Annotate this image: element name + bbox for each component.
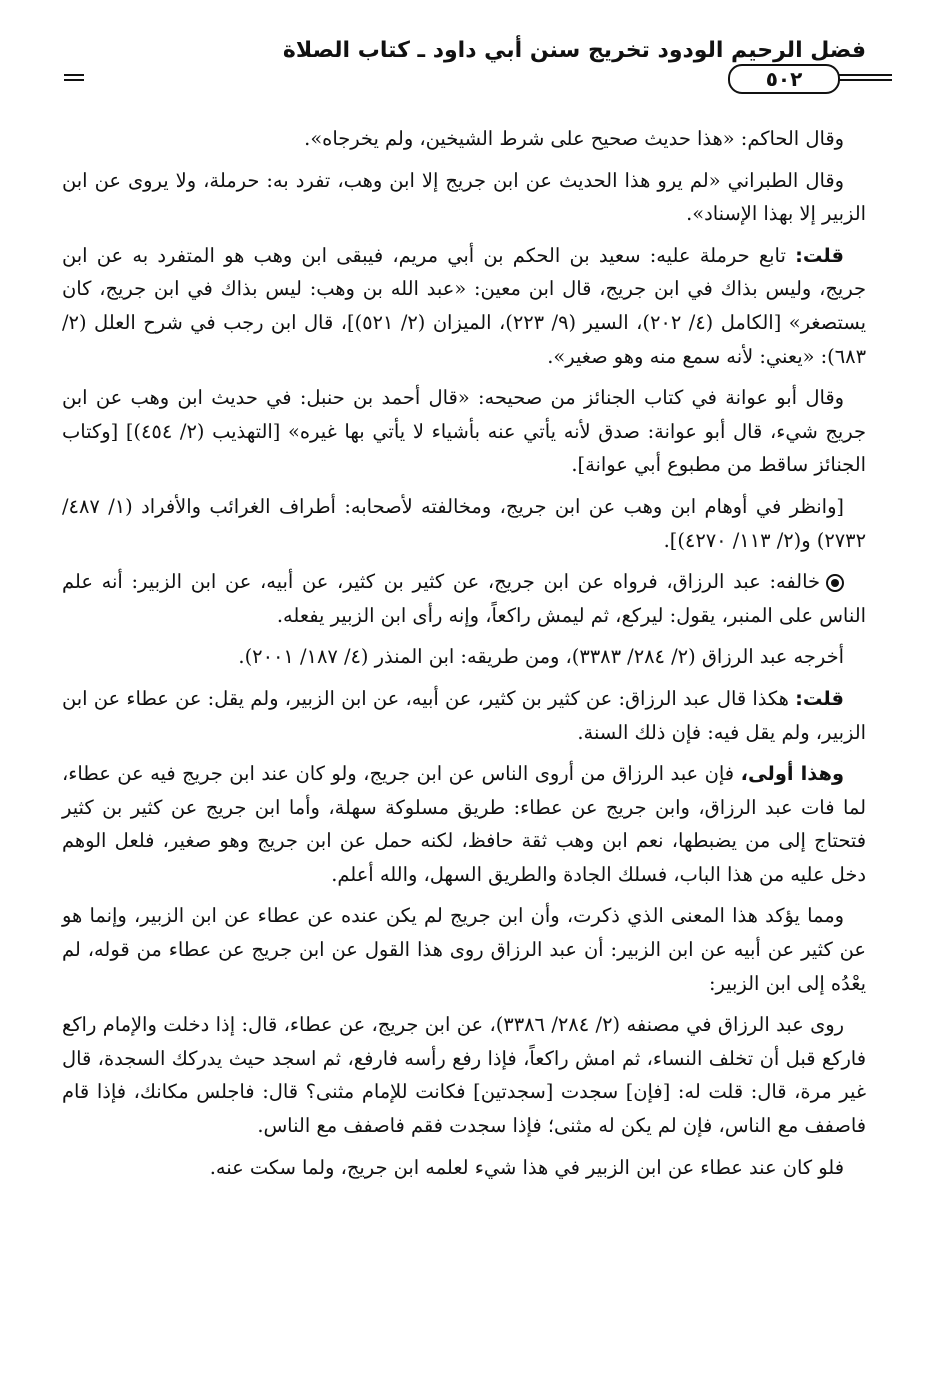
paragraph-lead: وهذا أولى، <box>740 762 844 786</box>
paragraph: وقال أبو عوانة في كتاب الجنائز من صحيحه: «قال أحمد بن حنبل: في حديث ابن وهب عن ابن جريج شيء، قال أبو عوانة: صدق لأنه يأتي عنه بأشياء لا يأتي بها غيره» [التهذيب (٢/ ٤٥٤)] [وكتاب الجنائز ساقط من مطبوع أبي عوانة]. <box>62 386 866 477</box>
body-text <box>62 122 866 1192</box>
paragraph: وهذا أولى، فإن عبد الرزاق من أروى الناس عن ابن جريج، ولو كان عند ابن جريج فيه عن عطاء، لما فات عبد الرزاق، وابن جريج عن عطاء: طريق مسلوكة سهلة، وأما ابن جريج عن كثير بن كثير فتحتاج إلى من يضبطها، نعم ابن وهب ثقة حافظ، لكنه حمل عن ابن جريج وهو صغير، فلعل الوهم دخل عليه من هذا الباب، فسلك الجادة والطريق السهل، والله أعلم. <box>62 762 866 886</box>
page-number-ornament <box>66 64 866 94</box>
paragraph: [وانظر في أوهام ابن وهب عن ابن جريج، ومخالفته لأصحابه: أطراف الغرائب والأفراد (١/ ٤٨٧/ ٢٧٣٢) و(٢/ ١١٣/ ٤٢٧٠)]. <box>62 494 866 552</box>
paragraph: فلو كان عند عطاء عن ابن الزبير في هذا شيء لعلمه ابن جريج، ولما سكت عنه. <box>209 1155 844 1179</box>
header-title: فضل الرحيم الودود تخريج سنن أبي داود ـ كتاب الصلاة <box>282 38 866 63</box>
paragraph-lead: قلت: <box>795 243 844 267</box>
ornament-line-right <box>838 74 892 81</box>
page-number: ٥٠٢ <box>728 64 840 94</box>
bullet-icon <box>826 574 844 592</box>
paragraph-lead: قلت: <box>795 686 844 710</box>
paragraph: خالفه: عبد الرزاق، فرواه عن ابن جريج، عن كثير بن كثير، عن أبيه، عن ابن الزبير: أنه علم الناس على المنبر، يقول: ليركع، ثم ليمش راكعاً، وإنه رأى ابن الزبير يفعله. <box>62 570 866 627</box>
ornament-line-left <box>64 74 84 81</box>
paragraph: أخرجه عبد الرزاق (٢/ ٢٨٤/ ٣٣٨٣)، ومن طريقه: ابن المنذر (٤/ ١٨٧/ ٢٠٠١). <box>238 645 844 669</box>
paragraph: وقال الحاكم: «هذا حديث صحيح على شرط الشيخين، ولم يخرجاه». <box>304 127 844 150</box>
paragraph: وقال الطبراني «لم يرو هذا الحديث عن ابن جريج إلا ابن وهب، تفرد به: حرملة، ولا يروى عن ابن الزبير إلا بهذا الإسناد». <box>62 168 866 226</box>
paragraph: روى عبد الرزاق في مصنفه (٢/ ٢٨٤/ ٣٣٨٦)، عن ابن جريج، عن عطاء، قال: إذا دخلت والإمام راكع فاركع قبل أن تخلف النساء، ثم امش راكعاً، فإذا رفع رأسه فارفع، ثم اسجد حيث يدركك السجدة، قال غير مرة، قال: قلت له: [فإن] سجدت [سجدتين] فكانت للإمام مثنى؟ قال: فاجلس مكانك، فإذا قام فاصفف مع الناس، فإن لم يكن له مثنى؛ فإذا سجدت فقم فاصفف مع الناس. <box>62 1013 866 1138</box>
paragraph: ومما يؤكد هذا المعنى الذي ذكرت، وأن ابن جريج لم يكن عنده عن عطاء عن ابن الزبير، وإنما هو عن كثير عن أبيه عن ابن الزبير: أن عبد الرزاق روى هذا القول عن ابن جريج عن عطاء من قوله، لم يعْدُه إلى ابن الزبير: <box>62 904 866 995</box>
paragraph: قلت: تابع حرملة عليه: سعيد بن الحكم بن أبي مريم، فيبقى ابن وهب هو المتفرد به عن ابن جريج، وليس بذاك في ابن جريج، قال ابن معين: «عبد الله بن وهب: ليس بذاك في ابن جريج، كان يستصغر» [الكامل (٤/ ٢٠٢)، السير (٩/ ٢٢٣)، الميزان (٢/ ٥٢١)]، قال ابن رجب في شرح العلل (٢/ ٦٨٣): «يعني: لأنه سمع منه وهو صغير». <box>62 243 867 368</box>
paragraph: قلت: هكذا قال عبد الرزاق: عن كثير بن كثير، عن أبيه، عن ابن الزبير، ولم يقل: عن عطاء عن ابن الزبير، ولم يقل فيه: فإن ذلك السنة. <box>62 686 866 744</box>
